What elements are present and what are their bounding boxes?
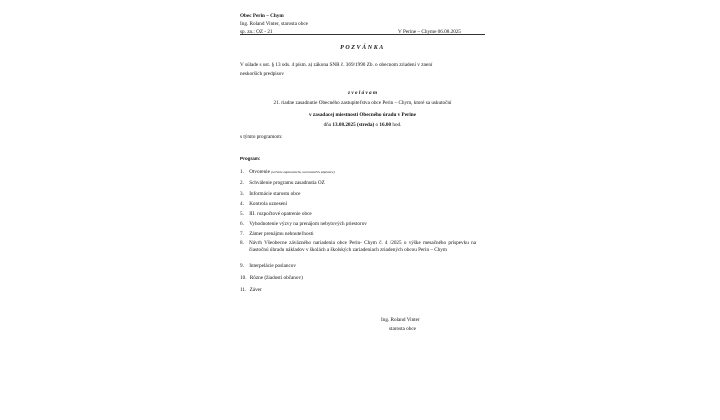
signature-name: Ing. Roland Vinter: [381, 317, 420, 323]
program-item: 5. III. rozpočtové opatrenie obce: [240, 211, 312, 217]
venue-text: v zasadacej miestnosti Obecného úradu v Perine: [309, 112, 416, 118]
header-person: Ing. Roland Vinter, starosta obce: [240, 21, 308, 27]
program-item: 3. Informácie starostu obce: [240, 191, 301, 197]
intro-line-2: neskorších predpisov: [240, 71, 284, 77]
date-prefix: dňa: [323, 122, 332, 128]
program-item: 7. Zámer prenájmu nehnuteľnosti: [240, 231, 314, 237]
program-item: 11. Záver: [240, 287, 262, 293]
header-divider: [240, 34, 485, 35]
program-heading: Program:: [240, 156, 261, 161]
signature-role: starosta obce: [389, 326, 416, 332]
program-item: 1. Otvorenie (určenie zapisovateľa, overovateľov zápisnice): [240, 169, 335, 175]
date-mid: o: [375, 122, 379, 128]
program-item: 9. Interpelácie poslancov: [240, 263, 296, 269]
program-item-text: Návrh Všeobecne záväzného nariadenia obce Perin- Chym č. 4 /2025 o výške mesačného príspevku na čiastočnú úhradu nákladov v školách a školských zariadeniach zriadených obcou Perin – Chym: [249, 239, 476, 253]
program-item: 10. Rôzne (žiadosti občanov): [240, 275, 303, 281]
date-line: [240, 123, 485, 128]
header-ref: sp. zn.: OZ - 21: [240, 29, 273, 35]
program-item: 6. Vyhodnotenie výzvy na prenájom nebytových priestorov: [240, 221, 367, 227]
document-title: POZVÁNKA: [340, 45, 385, 51]
intro-line-1: V súlade s ust. § 13 ods. 4 písm. a) zákona SNR č. 369/1990 Zb. o obecnom zriadení v znení: [240, 62, 433, 68]
date-suffix: hod.: [392, 122, 402, 128]
program-item: 2. Schválenie programu zasadnutia OZ: [240, 180, 325, 186]
header-place-date: V Perine – Chyme 06.08.2025: [398, 29, 462, 35]
with-program-text: s týmto programom:: [240, 134, 283, 140]
program-item: 4. Kontrola uznesení: [240, 201, 288, 207]
meeting-date: 13.08.2025 (streda): [332, 122, 375, 128]
document-page: [240, 0, 485, 420]
session-text: 21. riadne zasadnutie Obecného zastupiteľstva obce Perin – Chym, ktoré sa uskutoční: [273, 100, 452, 106]
program-item: 8.: [240, 240, 244, 246]
meeting-time: 16.00: [379, 122, 392, 128]
convene-text: z v o l á v a m: [348, 90, 377, 96]
header-org: Obec Perin – Chym: [240, 13, 284, 19]
